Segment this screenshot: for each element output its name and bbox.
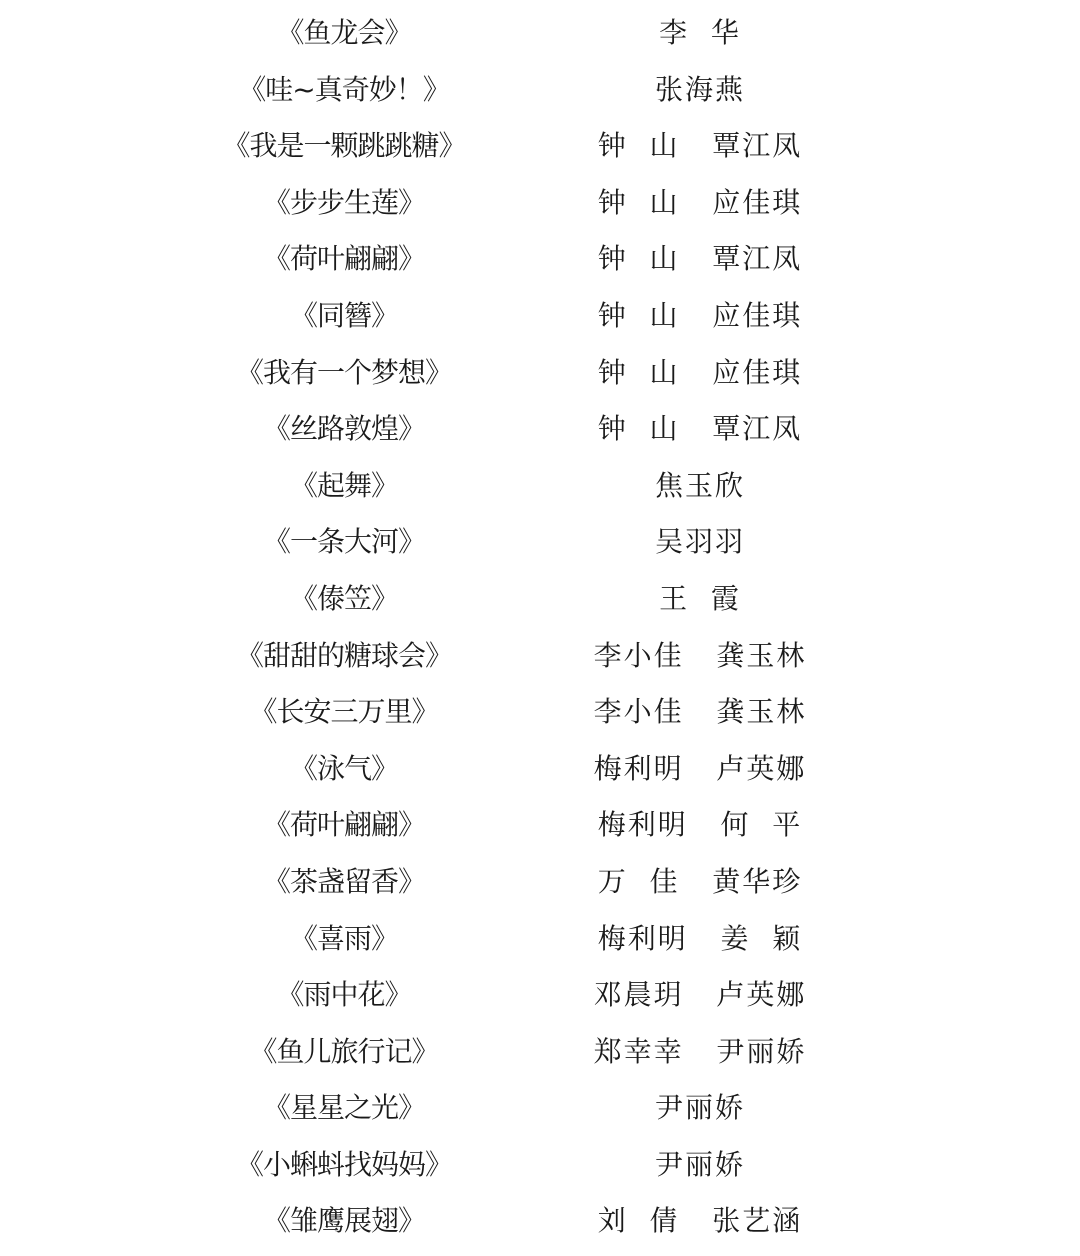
performer-names: 郑幸幸 尹丽娇 xyxy=(593,1034,807,1068)
performer-names: 钟 山 应佳琪 xyxy=(597,298,803,332)
program-list xyxy=(0,5,1080,1250)
performer-names: 万 佳 黄华珍 xyxy=(597,864,803,898)
performer-names: 李小佳 龚玉林 xyxy=(593,695,807,729)
program-title: 《泳气》 xyxy=(289,751,399,785)
performer-names: 刘 倩 张艺涵 xyxy=(597,1204,803,1238)
list-item xyxy=(0,854,1080,911)
program-title: 《起舞》 xyxy=(289,468,399,502)
performer-names: 邓晨玥 卢英娜 xyxy=(593,978,807,1012)
list-item xyxy=(0,514,1080,571)
list-item xyxy=(0,911,1080,968)
program-title: 《雏鹰展翅》 xyxy=(262,1204,426,1238)
program-title: 《我是一颗跳跳糖》 xyxy=(222,129,466,163)
list-item xyxy=(0,628,1080,685)
program-title: 《步步生莲》 xyxy=(262,185,426,219)
program-title: 《荷叶翩翩》 xyxy=(262,808,426,842)
performer-names: 梅利明 姜 颖 xyxy=(597,921,803,955)
list-item xyxy=(0,175,1080,232)
performer-names: 钟 山 覃江凤 xyxy=(597,242,803,276)
list-item xyxy=(0,118,1080,175)
list-item xyxy=(0,345,1080,402)
performer-names: 李 华 xyxy=(659,16,741,49)
program-title: 《小蝌蚪找妈妈》 xyxy=(235,1147,453,1181)
program-title: 《丝路敦煌》 xyxy=(262,412,426,446)
program-title: 《星星之光》 xyxy=(262,1091,426,1125)
list-item xyxy=(0,288,1080,345)
program-title: 《鱼儿旅行记》 xyxy=(249,1034,439,1068)
performer-names: 吴羽羽 xyxy=(654,525,746,559)
list-item xyxy=(0,62,1080,119)
list-item xyxy=(0,797,1080,854)
program-title: 《哇~真奇妙！》 xyxy=(238,72,450,106)
program-title: 《我有一个梦想》 xyxy=(235,355,453,389)
program-title: 《喜雨》 xyxy=(289,921,399,955)
list-item xyxy=(0,1080,1080,1137)
performer-names: 钟 山 覃江凤 xyxy=(597,129,803,163)
list-item xyxy=(0,571,1080,628)
performer-names: 焦玉欣 xyxy=(654,468,746,502)
performer-names: 张海燕 xyxy=(654,72,746,106)
program-title: 《同簪》 xyxy=(289,298,399,332)
list-item xyxy=(0,1024,1080,1081)
program-title: 《茶盏留香》 xyxy=(262,864,426,898)
program-title: 《一条大河》 xyxy=(262,525,426,559)
performer-names: 梅利明 卢英娜 xyxy=(593,751,807,785)
program-title: 《鱼龙会》 xyxy=(276,16,412,49)
program-title: 《雨中花》 xyxy=(276,978,412,1012)
performer-names: 尹丽娇 xyxy=(654,1147,746,1181)
program-title: 《傣笠》 xyxy=(289,581,399,615)
performer-names: 尹丽娇 xyxy=(654,1091,746,1125)
performer-names: 李小佳 龚玉林 xyxy=(593,638,807,672)
program-title: 《甜甜的糖球会》 xyxy=(235,638,453,672)
performer-names: 钟 山 覃江凤 xyxy=(597,412,803,446)
performer-names: 钟 山 应佳琪 xyxy=(597,355,803,389)
list-item xyxy=(0,741,1080,798)
program-title: 《荷叶翩翩》 xyxy=(262,242,426,276)
list-item xyxy=(0,1137,1080,1194)
performer-names: 钟 山 应佳琪 xyxy=(597,185,803,219)
performer-names: 梅利明 何 平 xyxy=(597,808,803,842)
list-item xyxy=(0,401,1080,458)
list-item xyxy=(0,1193,1080,1250)
performer-names: 王 霞 xyxy=(659,581,741,615)
list-item xyxy=(0,458,1080,515)
list-item xyxy=(0,231,1080,288)
list-item xyxy=(0,684,1080,741)
list-item xyxy=(0,967,1080,1024)
program-title: 《长安三万里》 xyxy=(249,695,439,729)
list-item xyxy=(0,5,1080,62)
